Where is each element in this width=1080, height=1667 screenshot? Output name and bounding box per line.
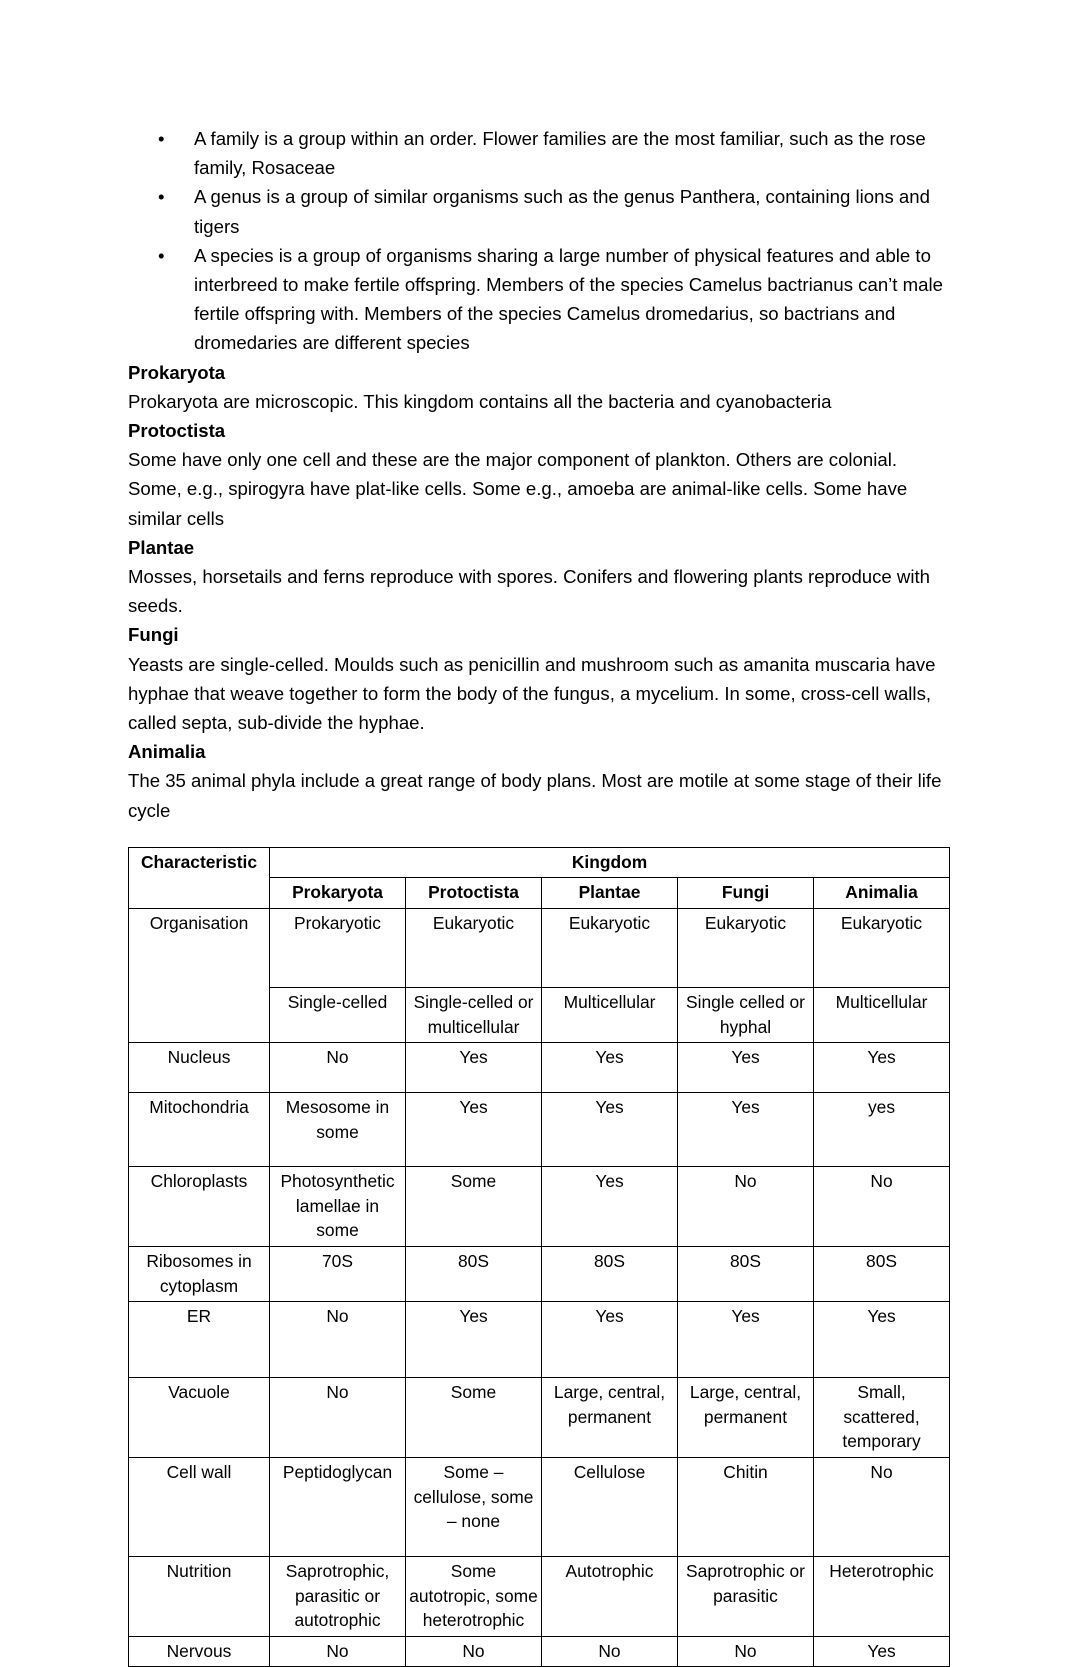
table-row-header: Nervous: [129, 1636, 270, 1667]
table-cell: 80S: [814, 1247, 950, 1302]
table-cell: No: [814, 1458, 950, 1557]
table-cell: Heterotrophic: [814, 1557, 950, 1637]
table-row-header: Mitochondria: [129, 1093, 270, 1167]
table-row: [129, 1458, 950, 1557]
table-row-header: Chloroplasts: [129, 1167, 270, 1247]
section-heading: Protoctista: [128, 420, 226, 442]
table-cell: Multicellular: [814, 988, 950, 1043]
list-item-text: A family is a group within an order. Flower families are the most familiar, such as the rose family, Rosaceae: [194, 128, 926, 179]
table-row: [129, 909, 950, 988]
table-cell: Yes: [678, 1302, 814, 1378]
table-cell: Yes: [406, 1302, 542, 1378]
bullet-icon: •: [158, 128, 165, 149]
table-cell: Yes: [814, 1043, 950, 1093]
table-column-header-protoctista: Protoctista: [406, 878, 542, 909]
section-heading: Fungi: [128, 624, 179, 646]
table-cell: Saprotrophic, parasitic or autotrophic: [270, 1557, 406, 1637]
table-cell: No: [678, 1636, 814, 1667]
table-cell: Eukaryotic: [814, 909, 950, 988]
table-cell: Some: [406, 1378, 542, 1458]
table-cell: Yes: [678, 1043, 814, 1093]
table-cell: Photosynthetic lamellae in some: [270, 1167, 406, 1247]
kingdom-sections: [128, 358, 950, 825]
table-cell: Small, scattered, temporary: [814, 1378, 950, 1458]
table-cell: No: [542, 1636, 678, 1667]
table-cell: Yes: [406, 1043, 542, 1093]
list-item: [128, 241, 950, 358]
table-cell: 80S: [542, 1247, 678, 1302]
section-body: Some have only one cell and these are the major component of plankton. Others are colonial. Some, e.g., spirogyra have plat-like cells. Some e.g., amoeba are animal-like cells. Some have similar cells: [128, 449, 908, 529]
table-cell: Yes: [406, 1093, 542, 1167]
table-cell: No: [814, 1167, 950, 1247]
table-cell: No: [678, 1167, 814, 1247]
table-row: [129, 1378, 950, 1458]
table-cell: No: [270, 1043, 406, 1093]
table-cell: 80S: [406, 1247, 542, 1302]
table-column-header-fungi: Fungi: [678, 878, 814, 909]
taxonomy-bullet-list: [128, 124, 950, 358]
table-row-header: Vacuole: [129, 1378, 270, 1458]
table-cell: Yes: [542, 1302, 678, 1378]
table-cell: Saprotrophic or parasitic: [678, 1557, 814, 1637]
table-corner-header: Characteristic: [129, 847, 270, 908]
table-column-header-plantae: Plantae: [542, 878, 678, 909]
table-cell: Large, central, permanent: [542, 1378, 678, 1458]
table-cell: No: [270, 1302, 406, 1378]
table-cell: Some autotropic, some heterotrophic: [406, 1557, 542, 1637]
table-row: [129, 1302, 950, 1378]
list-item: [128, 124, 950, 182]
table-cell: Autotrophic: [542, 1557, 678, 1637]
table-body: [129, 909, 950, 1667]
table-head: [129, 847, 950, 908]
table-cell: Single-celled: [270, 988, 406, 1043]
table-cell: 70S: [270, 1247, 406, 1302]
table-row: [129, 1636, 950, 1667]
table-cell: Eukaryotic: [542, 909, 678, 988]
table-cell: Yes: [542, 1167, 678, 1247]
section-body: Prokaryota are microscopic. This kingdom contains all the bacteria and cyanobacteria: [128, 390, 832, 412]
table-column-header-animalia: Animalia: [814, 878, 950, 909]
table-cell: No: [270, 1378, 406, 1458]
section-heading: Plantae: [128, 536, 195, 558]
table-cell: No: [406, 1636, 542, 1667]
section-heading: Animalia: [128, 741, 206, 763]
table-cell: Yes: [542, 1093, 678, 1167]
table-cell: yes: [814, 1093, 950, 1167]
table-cell: Peptidoglycan: [270, 1458, 406, 1557]
table-cell: Prokaryotic: [270, 909, 406, 988]
table-row-header: Organisation: [129, 909, 270, 1043]
table-row-header: Cell wall: [129, 1458, 270, 1557]
table-cell: Yes: [814, 1636, 950, 1667]
section-heading: Prokaryota: [128, 361, 226, 383]
table-row: [129, 1093, 950, 1167]
table-row: [129, 1247, 950, 1302]
table-row: [129, 1043, 950, 1093]
table-cell: 80S: [678, 1247, 814, 1302]
bullet-icon: •: [158, 186, 165, 208]
table-cell: Yes: [678, 1093, 814, 1167]
table-cell: Mesosome in some: [270, 1093, 406, 1167]
table-cell: Yes: [814, 1302, 950, 1378]
section-body: The 35 animal phyla include a great range of body plans. Most are motile at some stage of their life cycle: [128, 770, 942, 821]
table-cell: Some: [406, 1167, 542, 1247]
table-cell: Eukaryotic: [678, 909, 814, 988]
table-row-header: Ribosomes in cytoplasm: [129, 1247, 270, 1302]
list-item: [128, 182, 950, 240]
section-body: Yeasts are single-celled. Moulds such as penicillin and mushroom such as amanita muscaria have hyphae that weave together to form the body of the fungus, a mycelium. In some, cross-cell walls, called septa, sub-divide the hyphae.: [128, 653, 936, 734]
table-cell: Some – cellulose, some – none: [406, 1458, 542, 1557]
list-item-text: A genus is a group of similar organisms such as the genus Panthera, containing lions and tigers: [194, 186, 930, 237]
table-cell: Single celled or hyphal: [678, 988, 814, 1043]
table-row-header: Nucleus: [129, 1043, 270, 1093]
table-header-row-group: [129, 847, 950, 878]
table-row-header: Nutrition: [129, 1557, 270, 1637]
page-content: [128, 124, 950, 1667]
list-item-text: A species is a group of organisms sharing a large number of physical features and able to interbreed to make fertile offspring. Members of the species Camelus bactrianus can’t male fertile offspring with. Members of the species Camelus dromedarius, so bactrians and dromedaries are different species: [194, 244, 943, 354]
table-column-header-prokaryota: Prokaryota: [270, 878, 406, 909]
bullet-icon: •: [158, 244, 165, 266]
table-cell: Eukaryotic: [406, 909, 542, 988]
kingdom-comparison-table: [128, 847, 950, 1667]
table-cell: Multicellular: [542, 988, 678, 1043]
table-cell: Chitin: [678, 1458, 814, 1557]
table-row: [129, 1557, 950, 1637]
table-cell: Large, central, permanent: [678, 1378, 814, 1458]
table-group-header: Kingdom: [270, 847, 950, 878]
table-row: [129, 1167, 950, 1247]
table-cell: Yes: [542, 1043, 678, 1093]
table-cell: Single-celled or multicellular: [406, 988, 542, 1043]
table-cell: Cellulose: [542, 1458, 678, 1557]
section-body: Mosses, horsetails and ferns reproduce with spores. Conifers and flowering plants reproduce with seeds.: [128, 566, 931, 617]
table-cell: No: [270, 1636, 406, 1667]
table-row-header: ER: [129, 1302, 270, 1378]
